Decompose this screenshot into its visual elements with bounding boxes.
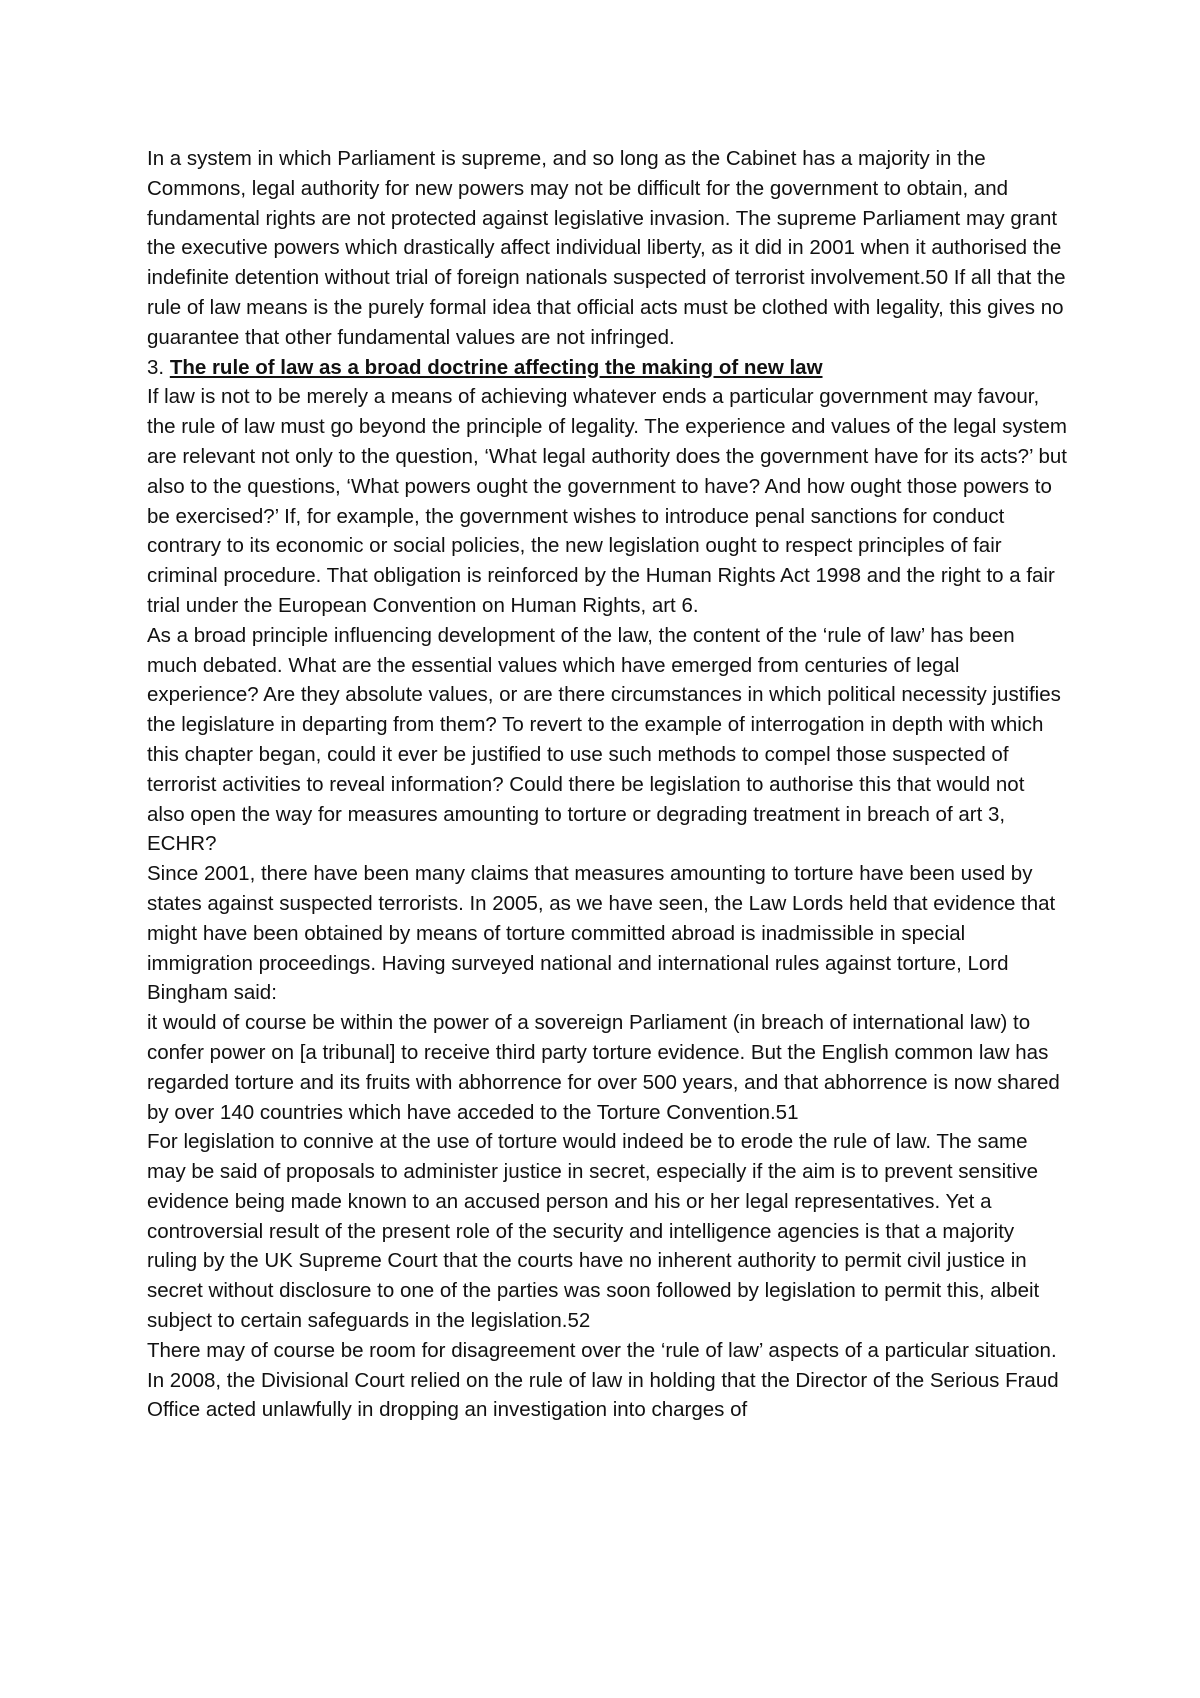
paragraph-1: In a system in which Parliament is supreme, and so long as the Cabinet has a majority in the Commons, legal authority for new powers may not be difficult for the government to obtain, and fundamental rights are not protected against legislative invasion. The supreme Parliament may grant the executive powers which drastically affect individual liberty, as it did in 2001 when it authorised the indefinite detention without trial of foreign nationals suspected of terrorist involvement.50 If all that the rule of law means is the purely formal idea that official acts must be clothed with legality, this gives no guarantee that other fundamental values are not infringed.	[147, 147, 1066, 349]
quotation: it would of course be within the power of a sovereign Parliament (in breach of international law) to confer power on [a tribunal] to receive third party torture evidence. But the English common law has regarded torture and its fruits with abhorrence for over 500 years, and that abhorrence is now shared by over 140 countries which have acceded to the Torture Convention.51	[147, 1011, 1060, 1124]
section-heading	[147, 353, 1067, 383]
paragraph-2: If law is not to be merely a means of achieving whatever ends a particular government may favour, the rule of law must go beyond the principle of legality. The experience and values of the legal system are relevant not only to the question, ‘What legal authority does the government have for its acts?’ but also to the questions, ‘What powers ought the government to have? And how ought those powers to be exercised?’ If, for example, the government wishes to introduce penal sanctions for conduct contrary to its economic or social policies, the new legislation ought to respect principles of fair criminal procedure. That obligation is reinforced by the Human Rights Act 1998 and the right to a fair trial under the European Convention on Human Rights, art 6.	[147, 385, 1067, 617]
paragraph-5: For legislation to connive at the use of torture would indeed be to erode the rule of law. The same may be said of proposals to administer justice in secret, especially if the aim is to prevent sensitive evidence being made known to an accused person and his or her legal representatives. Yet a controversial result of the present role of the security and intelligence agencies is that a majority ruling by the UK Supreme Court that the courts have no inherent authority to permit civil justice in secret without disclosure to one of the parties was soon followed by legislation to permit this, albeit subject to certain safeguards in the legislation.52	[147, 1130, 1040, 1333]
paragraph-3: As a broad principle influencing development of the law, the content of the ‘rule of law’ has been much debated. What are the essential values which have emerged from centuries of legal experience? Are they absolute values, or are there circumstances in which political necessity justifies the legislature in departing from them? To revert to the example of interrogation in depth with which this chapter began, could it ever be justified to use such methods to compel those suspected of terrorist activities to reveal information? Could there be legislation to authorise this that would not also open the way for measures amounting to torture or degrading treatment in breach of art 3, ECHR?	[147, 623, 1061, 856]
paragraph-6: There may of course be room for disagreement over the ‘rule of law’ aspects of a particular situation. In 2008, the Divisional Court relied on the rule of law in holding that the Director of the Serious Fraud Office acted unlawfully in dropping an investigation into charges of	[147, 1338, 1059, 1422]
section-title: The rule of law as a broad doctrine affecting the making of new law	[169, 355, 823, 379]
paragraph-4: Since 2001, there have been many claims that measures amounting to torture have been used by states against suspected terrorists. In 2005, as we have seen, the Law Lords held that evidence that might have been obtained by means of torture committed abroad is inadmissible in special immigration proceedings. Having surveyed national and international rules against torture, Lord Bingham said:	[147, 862, 1056, 1005]
section-number: 3.	[147, 355, 165, 379]
document-page	[147, 144, 1067, 1425]
